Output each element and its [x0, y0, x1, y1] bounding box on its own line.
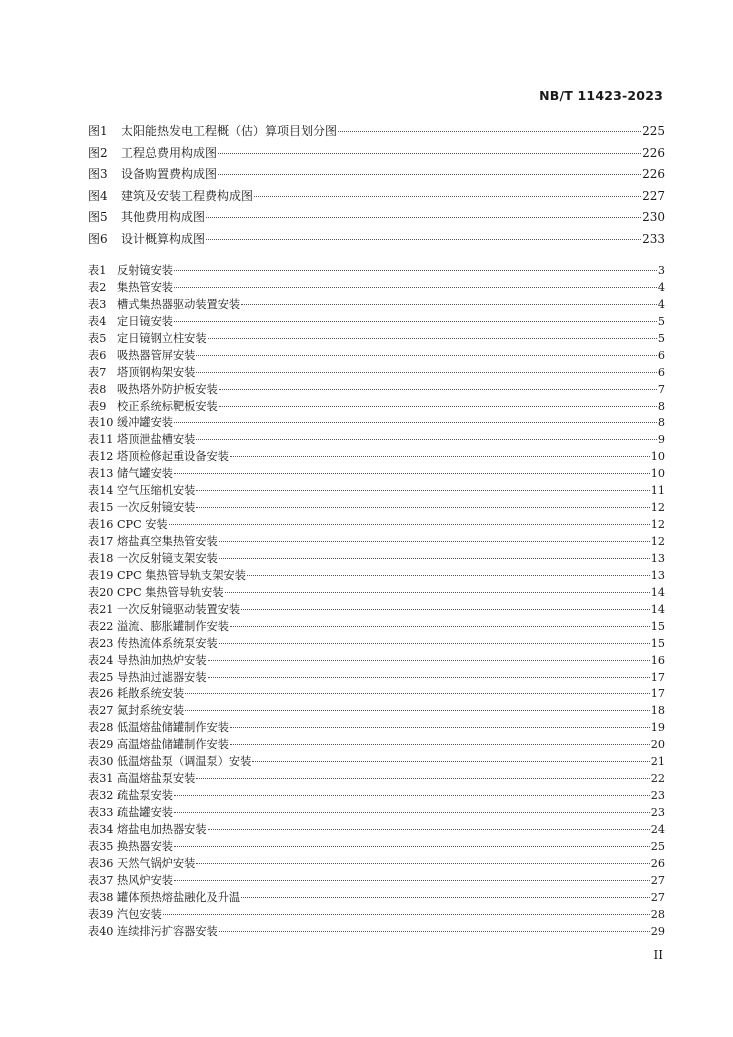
- figure-list: [88, 122, 665, 251]
- toc-entry-page: 8: [657, 399, 665, 413]
- toc-entry-page: 24: [650, 822, 665, 836]
- toc-entry-title: 设备购置费构成图: [121, 167, 218, 181]
- toc-entry-title: CPC 安装: [117, 518, 168, 532]
- toc-entry-page: 7: [657, 382, 665, 396]
- toc-entry-title: 疏盐泵安装: [117, 789, 173, 803]
- toc-entry-number: 表37: [88, 873, 114, 887]
- toc-entry-page: 22: [650, 772, 665, 786]
- toc-entry-number: 表38: [88, 890, 114, 904]
- dot-leader: [196, 778, 649, 779]
- table-entry[interactable]: [88, 347, 665, 364]
- dot-leader: [196, 355, 657, 356]
- table-entry[interactable]: [88, 804, 665, 821]
- toc-entry-label: [88, 533, 218, 549]
- dot-leader: [338, 131, 641, 132]
- toc-entry-page: 21: [650, 755, 665, 769]
- toc-entry-label: [88, 364, 195, 380]
- toc-entry-number: 表24: [88, 653, 114, 667]
- toc-entry-number: 表17: [88, 535, 114, 548]
- dot-leader: [252, 761, 649, 762]
- toc-entry-page: 230: [642, 210, 665, 224]
- toc-entry-label: [88, 516, 168, 532]
- toc-entry-number: 表18: [88, 551, 114, 565]
- toc-entry-number: 表29: [88, 738, 114, 752]
- toc-entry-number: 表4: [88, 314, 107, 328]
- table-entry[interactable]: [88, 872, 665, 889]
- dot-leader: [174, 422, 657, 423]
- toc-entry-label: [88, 906, 162, 922]
- toc-entry-title: 定日镜安装: [117, 314, 173, 328]
- toc-entry-title: 低温熔盐储罐制作安装: [117, 721, 229, 735]
- toc-entry-title: 耗散系统安装: [117, 687, 185, 701]
- dot-leader: [174, 812, 650, 813]
- table-entry[interactable]: [88, 448, 665, 465]
- dot-leader: [196, 863, 649, 864]
- toc-entry-title: 疏盐罐安装: [117, 806, 173, 819]
- toc-entry-label: [88, 855, 195, 871]
- toc-entry-page: 12: [650, 535, 665, 548]
- dot-leader: [230, 456, 650, 457]
- toc-entry-label: [88, 804, 173, 820]
- toc-entry-title: 反射镜安装: [117, 264, 173, 277]
- table-entry[interactable]: [88, 635, 665, 652]
- toc-entry-page: 6: [657, 365, 665, 379]
- toc-entry-title: CPC 集热管导轨安装: [117, 585, 224, 599]
- dot-leader: [196, 490, 649, 491]
- toc-entry-number: 表22: [88, 619, 114, 633]
- toc-entry-number: 表5: [88, 331, 107, 345]
- dot-leader: [206, 217, 641, 218]
- standard-code: NB/T 11423-2023: [539, 88, 663, 103]
- toc-entry-page: 4: [657, 297, 665, 311]
- toc-entry-label: [88, 279, 173, 295]
- table-entry[interactable]: [88, 669, 665, 686]
- toc-entry-title: 汽包安装: [117, 907, 162, 921]
- toc-entry-label: [88, 208, 205, 225]
- toc-entry-title: 太阳能热发电工程概（估）算项目划分图: [121, 124, 338, 138]
- table-entry[interactable]: [88, 821, 665, 838]
- toc-entry-label: [88, 889, 240, 905]
- dot-leader: [230, 626, 650, 627]
- toc-entry-title: 一次反射镜驱动装置安装: [117, 602, 241, 616]
- table-entry[interactable]: [88, 381, 665, 398]
- toc-entry-title: 工程总费用构成图: [121, 145, 218, 160]
- table-entry[interactable]: [88, 567, 665, 584]
- toc-entry-number: 表7: [88, 365, 107, 379]
- toc-entry-page: 27: [650, 873, 665, 887]
- toc-entry-page: 4: [657, 280, 665, 294]
- toc-entry-title: 塔顶泄盐槽安装: [117, 433, 196, 447]
- toc-entry-label: [88, 448, 229, 464]
- figure-entry[interactable]: [88, 165, 665, 187]
- toc-entry-label: [88, 296, 240, 312]
- dot-leader: [163, 914, 650, 915]
- toc-entry-number: 表25: [88, 670, 114, 684]
- toc-entry-title: 高温熔盐储罐制作安装: [117, 738, 229, 752]
- toc-entry-number: 表36: [88, 856, 114, 870]
- toc-entry-number: 表1: [88, 264, 107, 277]
- toc-entry-page: 28: [650, 907, 665, 921]
- figure-entry[interactable]: [88, 208, 665, 230]
- toc-entry-page: 10: [650, 467, 665, 481]
- toc-entry-label: [88, 787, 173, 803]
- toc-entry-page: 9: [657, 433, 665, 447]
- toc-entry-page: 25: [650, 839, 665, 853]
- toc-entry-label: [88, 770, 195, 786]
- table-entry[interactable]: [88, 906, 665, 923]
- toc-entry-number: 表33: [88, 806, 114, 819]
- toc-entry-page: 23: [650, 806, 665, 819]
- toc-entry-title: 其他费用构成图: [121, 210, 206, 224]
- dot-leader: [230, 727, 650, 728]
- toc-entry-number: 表39: [88, 907, 114, 921]
- toc-entry-label: [88, 482, 195, 498]
- toc-entry-title: 换热器安装: [117, 839, 173, 853]
- dot-leader: [208, 338, 657, 339]
- table-entry[interactable]: [88, 736, 665, 753]
- toc-entry-number: 表2: [88, 280, 107, 294]
- toc-entry-title: 缓冲罐安装: [117, 416, 173, 430]
- table-entry[interactable]: [88, 465, 665, 482]
- dot-leader: [196, 507, 649, 508]
- toc-entry-title: 溢流、膨胀罐制作安装: [117, 619, 229, 633]
- dot-leader: [219, 643, 650, 644]
- toc-entry-page: 3: [657, 264, 665, 277]
- toc-entry-label: [88, 398, 218, 414]
- toc-entry-number: 表10: [88, 416, 114, 430]
- toc-entry-page: 15: [650, 619, 665, 633]
- toc-entry-label: [88, 414, 173, 430]
- table-entry[interactable]: [88, 685, 665, 702]
- dot-leader: [174, 473, 650, 474]
- toc-entry-label: [88, 635, 218, 651]
- toc-entry-title: 熔盐电加热器安装: [117, 822, 207, 836]
- table-entry[interactable]: [88, 262, 665, 279]
- toc-entry-label: [88, 381, 218, 397]
- toc-entry-title: 低温熔盐泵（调温泵）安装: [117, 755, 252, 769]
- toc-entry-page: 14: [650, 585, 665, 599]
- toc-entry-number: 表3: [88, 297, 107, 311]
- toc-entry-number: 表15: [88, 501, 114, 515]
- toc-entry-number: 表35: [88, 839, 114, 853]
- page-number: II: [653, 948, 663, 962]
- toc-entry-page: 5: [657, 331, 665, 345]
- table-entry[interactable]: [88, 838, 665, 855]
- toc-entry-title: 导热油过滤器安装: [117, 670, 207, 684]
- toc-entry-title: 集热管安装: [117, 280, 173, 294]
- toc-entry-label: [88, 431, 195, 447]
- toc-entry-page: 16: [650, 653, 665, 667]
- dot-leader: [174, 846, 650, 847]
- toc-entry-label: [88, 187, 253, 204]
- toc-entry-page: 8: [657, 416, 665, 430]
- toc-entry-page: 226: [642, 167, 665, 181]
- dot-leader: [241, 304, 657, 305]
- table-entry[interactable]: [88, 601, 665, 618]
- toc-entry-label: [88, 122, 337, 139]
- dot-leader: [225, 592, 650, 593]
- toc-entry-title: 传热流体系统泵安装: [117, 636, 218, 650]
- dot-leader: [218, 153, 641, 154]
- dot-leader: [219, 558, 650, 559]
- table-entry[interactable]: [88, 855, 665, 872]
- toc-entry-page: 12: [650, 518, 665, 532]
- table-entry[interactable]: [88, 279, 665, 296]
- toc-entry-page: 27: [650, 890, 665, 904]
- toc-entry-label: [88, 719, 229, 735]
- toc-entry-label: [88, 872, 173, 888]
- toc-entry-label: [88, 652, 207, 668]
- table-entry[interactable]: [88, 889, 665, 906]
- toc-entry-title: 氮封系统安装: [117, 704, 185, 718]
- toc-entry-number: 表40: [88, 924, 114, 938]
- dot-leader: [174, 287, 657, 288]
- table-entry[interactable]: [88, 550, 665, 567]
- table-entry[interactable]: [88, 414, 665, 431]
- dot-leader: [219, 541, 650, 542]
- toc-entry-title: 空气压缩机安装: [117, 484, 196, 498]
- dot-leader: [241, 897, 650, 898]
- toc-entry-title: 设计概算构成图: [121, 231, 206, 246]
- figure-entry[interactable]: [88, 187, 665, 209]
- table-entry[interactable]: [88, 296, 665, 313]
- dot-leader: [206, 239, 641, 240]
- toc-entry-page: 23: [650, 789, 665, 803]
- toc-entry-page: 14: [650, 602, 665, 616]
- toc-entry-number: 表11: [88, 433, 114, 447]
- table-entry[interactable]: [88, 330, 665, 347]
- dot-leader: [208, 677, 650, 678]
- toc-entry-title: 热风炉安装: [117, 873, 173, 887]
- toc-entry-number: 表27: [88, 704, 114, 718]
- toc-entry-title: 一次反射镜安装: [117, 501, 196, 515]
- toc-entry-label: [88, 144, 217, 161]
- toc-entry-number: 图3: [88, 167, 108, 181]
- table-entry[interactable]: [88, 753, 665, 770]
- toc-entry-label: [88, 550, 218, 566]
- toc-entry-page: 225: [642, 124, 665, 138]
- toc-entry-title: CPC 集热管导轨支架安装: [117, 568, 246, 582]
- toc-entry-label: [88, 702, 184, 718]
- toc-entry-page: 18: [650, 704, 665, 718]
- table-entry[interactable]: [88, 533, 665, 550]
- table-entry[interactable]: [88, 398, 665, 415]
- toc-entry-number: 表9: [88, 399, 107, 413]
- dot-leader: [196, 439, 657, 440]
- toc-entry-page: 13: [650, 568, 665, 582]
- toc-entry-label: [88, 821, 207, 837]
- toc-entry-number: 图5: [88, 210, 108, 224]
- toc-entry-page: 20: [650, 738, 665, 752]
- dot-leader: [208, 829, 650, 830]
- toc-entry-number: 表16: [88, 518, 114, 532]
- dot-leader: [208, 660, 650, 661]
- toc-entry-label: [88, 618, 229, 634]
- table-entry[interactable]: [88, 313, 665, 330]
- toc-entry-label: [88, 567, 246, 583]
- toc-entry-title: 建筑及安装工程费构成图: [121, 188, 254, 203]
- toc-entry-page: 29: [650, 924, 665, 938]
- toc-entry-title: 校正系统标靶板安装: [117, 399, 218, 413]
- figure-entry[interactable]: [88, 144, 665, 166]
- toc-entry-number: 表8: [88, 382, 107, 396]
- dot-leader: [219, 931, 650, 932]
- toc-entry-page: 233: [642, 231, 665, 246]
- dot-leader: [174, 880, 650, 881]
- toc-entry-title: 吸热器管屏安装: [117, 348, 196, 362]
- toc-entry-label: [88, 736, 229, 752]
- toc-entry-label: [88, 669, 207, 685]
- table-entry[interactable]: [88, 516, 665, 533]
- toc-entry-number: 表30: [88, 755, 114, 769]
- toc-entry-page: 5: [657, 314, 665, 328]
- toc-entry-label: [88, 230, 205, 247]
- table-entry[interactable]: [88, 618, 665, 635]
- toc-entry-page: 6: [657, 348, 665, 362]
- table-entry[interactable]: [88, 702, 665, 719]
- toc-entry-number: 表21: [88, 602, 114, 616]
- toc-entry-label: [88, 347, 195, 363]
- toc-entry-title: 天然气锅炉安装: [117, 856, 196, 870]
- dot-leader: [174, 795, 650, 796]
- toc-entry-label: [88, 685, 184, 701]
- toc-entry-number: 图1: [88, 124, 108, 138]
- toc-entry-number: 表20: [88, 585, 114, 599]
- toc-entry-page: 15: [650, 636, 665, 650]
- toc-entry-number: 表13: [88, 467, 114, 481]
- toc-entry-page: 227: [642, 188, 665, 203]
- toc-entry-number: 图6: [88, 231, 108, 246]
- toc-entry-title: 槽式集热器驱动装置安装: [117, 297, 241, 311]
- toc-entry-title: 导热油加热炉安装: [117, 653, 207, 667]
- toc-entry-label: [88, 753, 251, 769]
- toc-entry-page: 11: [650, 484, 665, 498]
- toc-entry-title: 高温熔盐泵安装: [117, 772, 196, 786]
- table-entry[interactable]: [88, 482, 665, 499]
- toc-entry-number: 表26: [88, 687, 114, 701]
- toc-entry-page: 226: [642, 145, 665, 160]
- toc-entry-label: [88, 465, 173, 481]
- toc-entry-title: 连续排污扩容器安装: [117, 924, 218, 938]
- table-entry[interactable]: [88, 719, 665, 736]
- dot-leader: [219, 406, 657, 407]
- toc-entry-number: 表32: [88, 789, 114, 803]
- toc-entry-number: 表31: [88, 772, 114, 786]
- toc-entry-title: 吸热塔外防护板安装: [117, 382, 218, 396]
- toc-entry-title: 一次反射镜支架安装: [117, 551, 218, 565]
- toc-entry-page: 19: [650, 721, 665, 735]
- table-entry[interactable]: [88, 923, 665, 940]
- toc-entry-page: 17: [650, 687, 665, 701]
- dot-leader: [241, 609, 650, 610]
- toc-entry-page: 10: [650, 450, 665, 464]
- table-list: [88, 262, 665, 940]
- toc-entry-label: [88, 584, 224, 600]
- toc-entry-label: [88, 923, 218, 939]
- toc-entry-label: [88, 262, 173, 278]
- dot-leader: [169, 524, 650, 525]
- toc-entry-number: 表34: [88, 822, 114, 836]
- table-entry[interactable]: [88, 787, 665, 804]
- toc-entry-title: 熔盐真空集热管安装: [117, 535, 218, 548]
- toc-entry-label: [88, 165, 217, 182]
- toc-entry-number: 表19: [88, 568, 114, 582]
- dot-leader: [174, 270, 657, 271]
- toc-entry-label: [88, 313, 173, 329]
- toc-entry-page: 13: [650, 551, 665, 565]
- table-entry[interactable]: [88, 770, 665, 787]
- dot-leader: [185, 710, 650, 711]
- toc-entry-number: 图4: [88, 188, 108, 203]
- table-entry[interactable]: [88, 652, 665, 669]
- toc-entry-number: 表12: [88, 450, 114, 464]
- toc-entry-page: 26: [650, 856, 665, 870]
- figure-entry[interactable]: [88, 230, 665, 252]
- dot-leader: [174, 321, 657, 322]
- table-entry[interactable]: [88, 499, 665, 516]
- figure-entry[interactable]: [88, 122, 665, 144]
- table-entry[interactable]: [88, 364, 665, 381]
- table-entry[interactable]: [88, 584, 665, 601]
- dot-leader: [218, 174, 641, 175]
- toc-entry-title: 罐体预热熔盐融化及升温: [117, 890, 241, 904]
- toc-entry-number: 表6: [88, 348, 107, 362]
- table-entry[interactable]: [88, 431, 665, 448]
- dot-leader: [196, 372, 657, 373]
- dot-leader: [254, 196, 641, 197]
- dot-leader: [219, 389, 657, 390]
- toc-entry-label: [88, 499, 195, 515]
- toc-entry-title: 储气罐安装: [117, 467, 173, 481]
- toc-entry-label: [88, 330, 207, 346]
- toc-entry-label: [88, 838, 173, 854]
- toc-entry-title: 定日镜钢立柱安装: [117, 331, 207, 345]
- toc-entry-number: 表28: [88, 721, 114, 735]
- toc-entry-page: 17: [650, 670, 665, 684]
- toc-entry-label: [88, 601, 240, 617]
- toc-entry-page: 12: [650, 501, 665, 515]
- toc-entry-number: 图2: [88, 145, 108, 160]
- toc-entry-title: 塔顶钢构架安装: [117, 365, 196, 379]
- dot-leader: [185, 693, 650, 694]
- toc-entry-number: 表14: [88, 484, 114, 498]
- dot-leader: [247, 575, 650, 576]
- toc-entry-title: 塔顶检修起重设备安装: [117, 450, 229, 464]
- dot-leader: [230, 744, 650, 745]
- toc-entry-number: 表23: [88, 636, 114, 650]
